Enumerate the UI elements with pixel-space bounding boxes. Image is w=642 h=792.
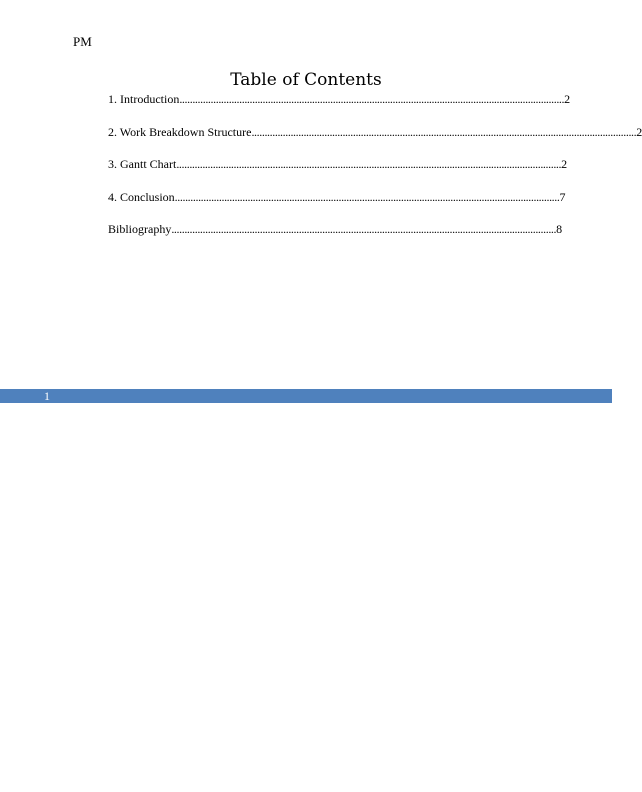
toc-leader-dots: .................................................................................................................................................... <box>176 157 562 171</box>
toc-entry-label: Bibliography <box>108 222 172 236</box>
toc-entry-bibliography[interactable] <box>108 221 563 237</box>
toc-entry-label: 2. Work Breakdown Structure <box>108 124 252 139</box>
running-header: PM <box>73 34 92 49</box>
toc-entry-work-breakdown-structure[interactable] <box>108 124 642 140</box>
toc-entry-label: 4. Conclusion <box>108 189 175 204</box>
toc-title: Table of Contents <box>230 70 382 90</box>
toc-entry-page: 2 <box>564 92 571 106</box>
toc-leader-dots: .................................................................................................................................................... <box>251 124 637 139</box>
toc-entry-label: 1. Introduction <box>108 92 180 106</box>
toc-entry-page: 8 <box>556 222 563 236</box>
toc-entry-label: 3. Gantt Chart <box>108 157 177 171</box>
toc-entry-page: 2 <box>561 157 568 171</box>
footer-band <box>0 389 612 403</box>
toc-leader-dots: .................................................................................................................................................... <box>174 189 560 204</box>
toc-leader-dots: .................................................................................................................................................... <box>179 92 565 106</box>
toc-entry-page: 2 <box>636 124 642 139</box>
table-of-contents <box>108 91 642 254</box>
toc-entry-gantt-chart[interactable] <box>108 156 568 172</box>
toc-entry-introduction[interactable] <box>108 91 571 107</box>
toc-leader-dots: .................................................................................................................................................... <box>171 222 557 236</box>
toc-entry-page: 7 <box>559 189 566 204</box>
toc-entry-conclusion[interactable] <box>108 189 566 205</box>
footer-page-number: 1 <box>44 389 50 403</box>
